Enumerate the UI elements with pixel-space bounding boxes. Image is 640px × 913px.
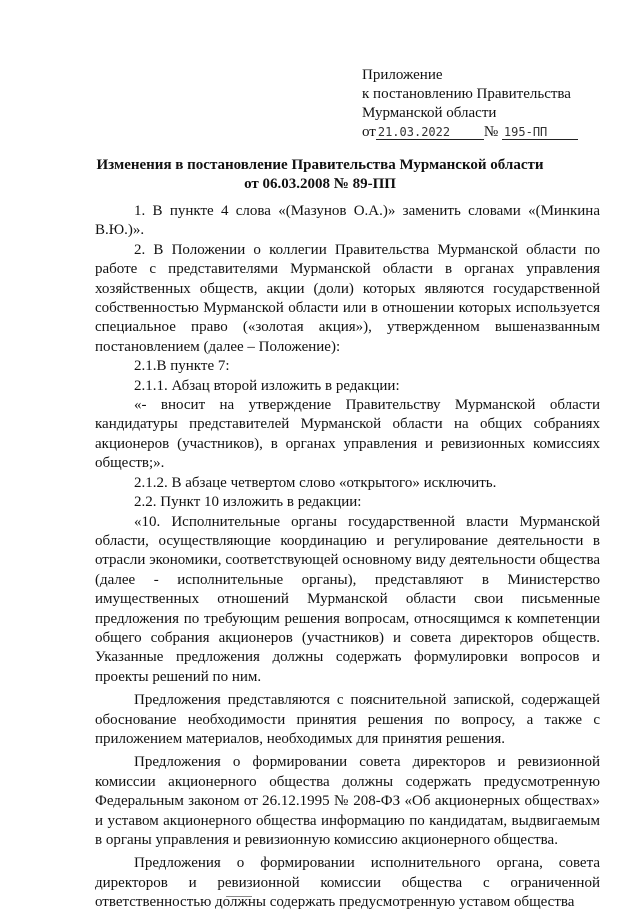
paragraph: «- вносит на утверждение Правительству Мурманской области кандидатуры представителей Мурманской области на общих собраниях акционеров (участников), в органах управления и ревизионных комиссиях обществ;». [95, 397, 600, 472]
paragraph: 1. В пункте 4 слова «(Мазунов О.А.)» заменить словами «(Минкина В.Ю.)». [95, 203, 600, 239]
appendix-region: Мурманской области [362, 105, 497, 121]
document-body [95, 202, 600, 913]
title-line-2: от 06.03.2008 № 89-ПП [244, 176, 396, 192]
number-prefix: № [483, 124, 499, 140]
title-line-1: Изменения в постановление Правительства Мурманской области [96, 157, 544, 173]
appendix-resolution-ref: к постановлению Правительства [362, 86, 571, 102]
paragraph: 2.1.В пункте 7: [134, 358, 230, 375]
resolution-number: 195-ПП [502, 125, 578, 140]
paragraph: Предложения представляются с пояснительной запиской, содержащей обоснование необходимости принятия решения по вопросу, а также с приложением материалов, необходимых для принятия решения. [95, 692, 600, 747]
appendix-stamp [362, 66, 602, 142]
paragraph: Предложения о формировании исполнительного органа, совета директоров и ревизионной комиссии общества с ограниченной ответственностью должны содержать предусмотренную уставом общества [95, 855, 600, 911]
paragraph: Предложения о формировании совета директоров и ревизионной комиссии акционерного общества должны содержать предусмотренную Федеральным законом от 26.12.1995 № 208-ФЗ «Об акционерных обществах» и уставом акционерного общества информацию по кандидатам, выдвигаемым в органы управления и ревизионную комиссию акционерного общества. [95, 754, 600, 848]
paragraph: «10. Исполнительные органы государственной власти Мурманской области, осуществляющие координацию и регулирование деятельности в отрасли экономики, соответствующей основному виду деятельности общества (далее - исполнительные органы), представляют в Министерство имущественных отношений Мурманской области свои письменные предложения по требующим решения вопросам, относящимся к компетенции общего собрания акционеров (участников) и совета директоров обществ. Указанные предложения должны содержать формулировки вопросов и проекты решений по ним. [95, 513, 600, 685]
resolution-date: 21.03.2022 [376, 125, 484, 140]
paragraph: 2.2. Пункт 10 изложить в редакции: [134, 494, 362, 511]
appendix-date-number [362, 123, 602, 142]
paragraph: 2. В Положении о коллегии Правительства Мурманской области по работе с представителями Мурманской области в органах управления хозяйственных обществ, акции (доли) которых являются государственной собственностью Мурманской области или в отношении которых используется специальное право («золотая акция»), утвержденном вышеназванным постановлением (далее – Положение): [95, 241, 600, 355]
document-title [40, 156, 600, 194]
appendix-label: Приложение [362, 67, 443, 83]
date-prefix: от [362, 124, 376, 140]
paragraph: 2.1.2. В абзаце четвертом слово «открытого» исключить. [134, 474, 497, 491]
page-bottom-mark [226, 896, 252, 897]
paragraph: 2.1.1. Абзац второй изложить в редакции: [134, 377, 400, 394]
